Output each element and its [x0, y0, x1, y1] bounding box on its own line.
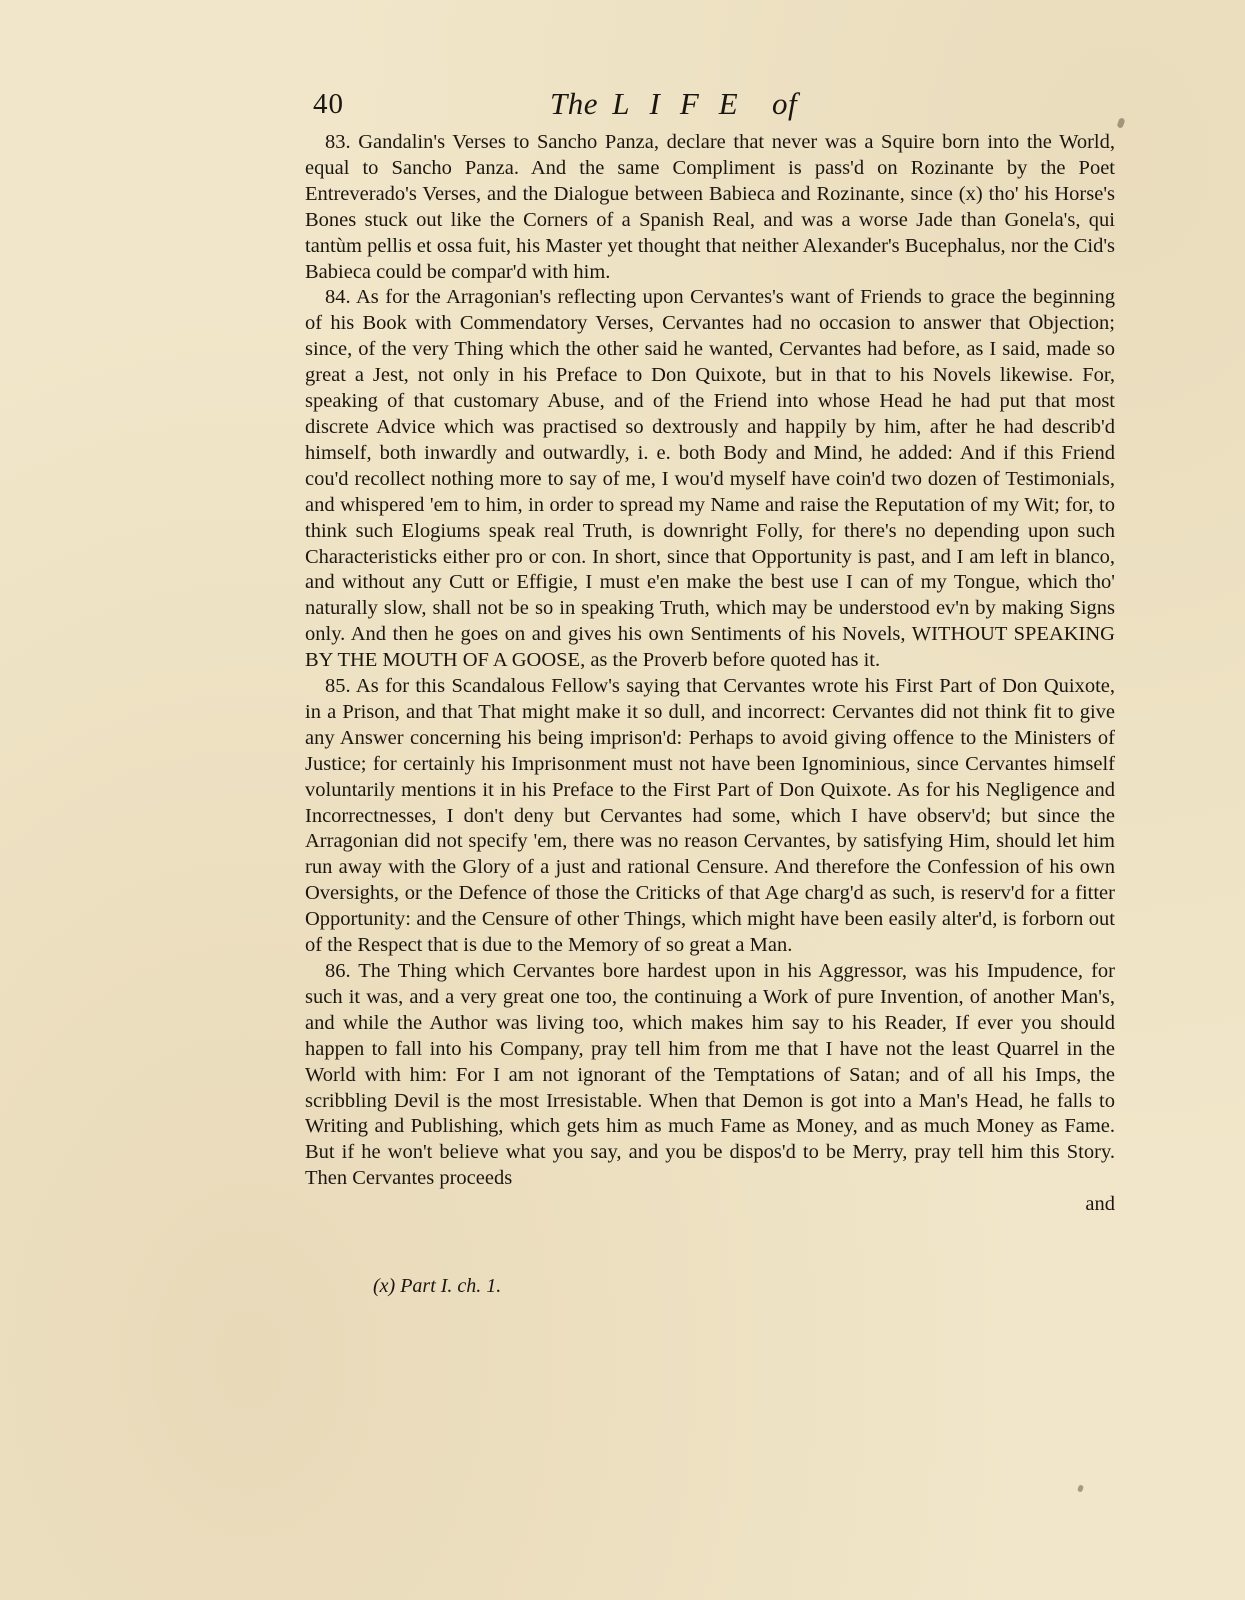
paragraph-text: As for this Scandalous Fellow's saying that Cervantes wrote his First Part of Don Quixote, in a Prison, and that That might make it so dull, and incorrect: Cervantes did not think fit to give any Answer concerning his being imprison'd: Perhaps to avoid giving offence to the Ministers of Justice; for certainly his Imprisonment must not have been Ignominious, since Cervantes himself voluntarily mentions it in his Preface to the First Part of Don Quixote. As for his Negligence and Incorrectnesses, I don't deny but Cervantes had some, which I have observ'd; but since the Arragonian did not specify 'em, there was no reason Cervantes, by satisfying Him, should let him run away with the Glory of a just and rational Censure. And therefore the Confession of his own Oversights, or the Defence of those the Criticks of that Age charg'd as such, is reserv'd for a fitter Opportunity: and the Censure of other Things, which might have been easily alter'd, is forborn out of the Respect that is due to the Memory of so great a Man. — [305, 675, 1116, 957]
paragraph-text: Gandalin's Verses to Sancho Panza, declare that never was a Squire born into the World, equal to Sancho Panza. And the same Compliment is pass'd on Rozinante by the Poet Entreverado's Verses, and the Dialogue between Babieca and Rozinante, since (x) tho' his Horse's Bones stuck out like the Corners of a Spanish Real, and was a worse Jade than Gonela's, qui tantùm pellis et ossa fuit, his Master yet thought that neither Alexander's Bucephalus, nor the Cid's Babieca could be compar'd with him. — [305, 131, 1115, 283]
body-text — [305, 130, 1115, 1218]
page-header — [313, 88, 1113, 128]
paragraph-text: The Thing which Cervantes bore hardest upon in his Aggressor, was his Impudence, for such it was, and a very great one too, the continuing a Work of pure Invention, of another Man's, and while the Author was living too, which makes him say to his Reader, If ever you should happen to fall into his Company, pray tell him from me that I have not the least Quarrel in the World with him: For I am not ignorant of the Temptations of Satan; and of all his Imps, the scribbling Devil is the most Irresistable. When that Demon is got into a Man's Head, he falls to Writing and Publishing, which gets him as much Fame as Money, and as much Money as Fame. But if he won't believe what you say, and you be dispos'd to be Merry, pray tell him this Story. Then Cervantes proceeds — [305, 960, 1115, 1190]
running-head-title: LIFE — [612, 86, 758, 121]
page-number: 40 — [313, 88, 344, 120]
ink-spot — [1116, 117, 1125, 128]
paragraph-text: As for the Arragonian's reflecting upon Cervantes's want of Friends to grace the beginning of his Book with Commendatory Verses, Cervantes had no occasion to answer that Objection; since, of the very Thing which the other said he wanted, Cervantes had before, as I said, made so great a Jest, not only in his Preface to Don Quixote, but in that to his Novels likewise. For, speaking of that customary Abuse, and of the Friend into whose Head he had put that most discrete Advice which was practised so dextrously and happily by him, after he had describ'd himself, both inwardly and outwardly, i. e. both Body and Mind, he added: And if this Friend cou'd recollect nothing more to say of me, I wou'd myself have coin'd two dozen of Testimonials, and whispered 'em to him, in order to spread my Name and raise the Reputation of my Wit; for, to think such Elogiums speak real Truth, is downright Folly, for there's no depending upon such Characteristicks either pro or con. In short, since that Opportunity is past, and I am left in blanco, and without any Cutt or Effigie, I must e'en make the best use I can of my Tongue, which tho' naturally slow, shall not be so in speaking Truth, which may be understood ev'n by making Signs only. And then he goes on and gives his own Sentiments of his Novels, WITHOUT SPEAKING BY THE MOUTH OF A GOOSE, as the Proverb before quoted has it. — [305, 286, 1116, 672]
paragraph-85 — [305, 674, 1115, 959]
running-head-suffix: of — [771, 86, 798, 121]
footnote: (x) Part I. ch. 1. — [373, 1275, 502, 1297]
paragraph-number: 86. — [325, 960, 351, 982]
catchword: and — [1085, 1193, 1115, 1216]
paragraph-86 — [305, 959, 1115, 1192]
paragraph-number: 84. — [325, 286, 351, 309]
paragraph-number: 85. — [325, 675, 351, 698]
ink-spot — [1077, 1484, 1084, 1492]
running-head-prefix: The — [550, 86, 598, 121]
running-head — [550, 86, 797, 122]
paragraph-number: 83. — [325, 131, 351, 153]
paragraph-83 — [305, 130, 1115, 285]
paragraph-84 — [305, 285, 1115, 674]
